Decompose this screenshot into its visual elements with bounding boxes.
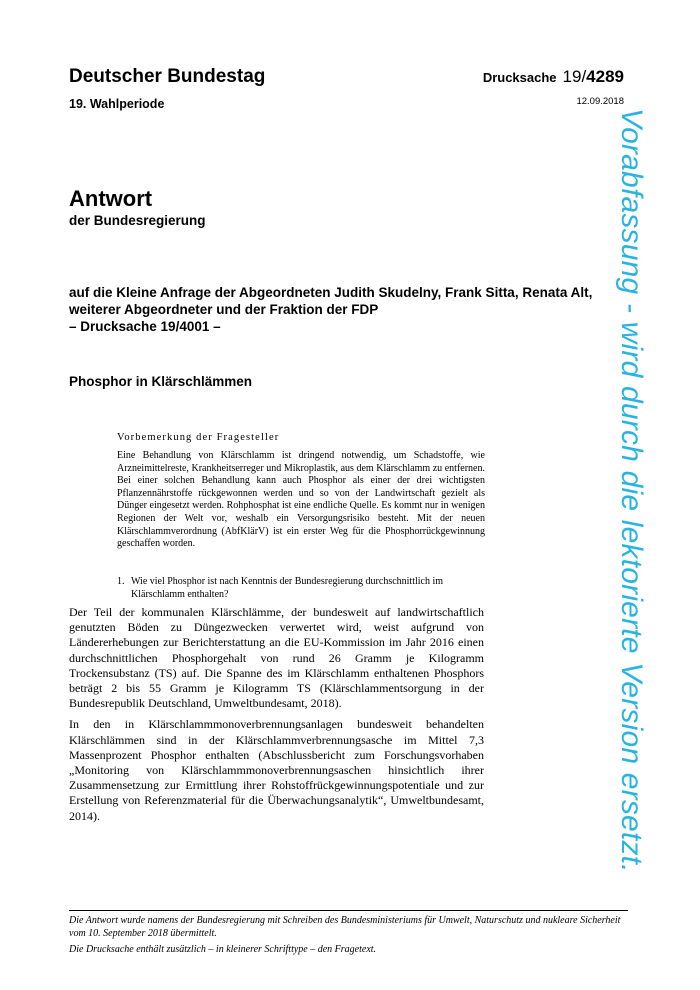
question-1 <box>117 576 485 601</box>
inquiry-line-2: weiterer Abgeordneter und der Fraktion der FDP <box>69 302 379 317</box>
question-number: 1. <box>117 576 125 587</box>
answer-paragraph: Der Teil der kommunalen Klärschlämme, der bundesweit auf landwirtschaftlich genutzten Böden zu Düngezwecken verwertet wird, weist aufgrund von Ländererhebungen zur Berichterstattung an die EU-Kommission im Jahr 2016 einen durchschnittlichen Phosphorgehalt von rund 26 Gramm je Kilogramm Trockensubstanz (TS) auf. Die Spanne des im Klärschlamm enthaltenen Phosphors beträgt 2 bis 55 Gramm je Kilogramm TS (Klärschlammentsorgung in der Bundesrepublik Deutschland, Umweltbundesamt, 2018). <box>69 605 484 711</box>
drucksache-id: 4289 <box>586 67 624 86</box>
preliminary-remark-text: Eine Behandlung von Klärschlamm ist dringend notwendig, um Schadstoffe, wie Arzneimittelreste, Krankheitserreger und Mikroplastik, aus dem Klärschlamm zu entfernen. Bei einer solchen Behandlung kann auch Phosphor als einer der drei wichtigsten Pflanzennährstoffe rückgewonnen werden und so von der Landwirtschaft gezielt als Dünger eingesetzt werden. Rohphosphat ist eine endliche Quelle. Es kommt nur in wenigen Regionen der Welt vor, weshalb ein Versorgungsrisiko besteht. Mit der neuen Klärschlammverordnung (AbfKlärV) ist ein erster Weg für die Phosphorrückgewinnung geschaffen worden. <box>117 450 485 550</box>
inquiry-line-3: – Drucksache 19/4001 – <box>69 319 221 334</box>
draft-watermark: Vorabfassung - wird durch die lektorierte Version ersetzt. <box>615 108 648 873</box>
answer-body <box>69 605 484 830</box>
question-text: Wie viel Phosphor ist nach Kenntnis der Bundesregierung durchschnittlich im Klärschlamm enthalten? <box>131 576 444 600</box>
footnote <box>69 914 629 959</box>
document-title: Antwort <box>69 186 153 211</box>
footnote-transmission: Die Antwort wurde namens der Bundesregierung mit Schreiben des Bundesministeriums für Umwelt, Naturschutz und nukleare Sicherheit vom 10. September 2018 übermittelt. <box>69 915 621 939</box>
drucksache-prefix: 19/ <box>562 67 587 86</box>
answer-paragraph: In den in Klärschlammmonoverbrennungsanlagen bundesweit behandelten Klärschlämmen sind in der Klärschlammverbrennungsasche im Mittel 7,3 Massenprozent Phosphor enthalten (Abschlussbericht zum Forschungsvorhaben „Monitoring von Klärschlammmonoverbrennungsaschen hinsichtlich ihrer Zusammensetzung zur Ermittlung ihrer Rohstoffrückgewinnungspotentiale und zur Erstellung von Referenzmaterial für die Überwachungsanalytik“, Umweltbundesamt, 2014). <box>69 717 484 823</box>
drucksache-label: Drucksache <box>482 70 557 85</box>
inquiry-reference <box>69 284 639 335</box>
document-subtitle: der Bundesregierung <box>69 213 206 228</box>
footnote-fragetext: Die Drucksache enthält zusätzlich – in kleinerer Schrifttype – den Fragetext. <box>69 944 377 955</box>
topic-heading: Phosphor in Klärschlämmen <box>69 374 253 389</box>
preliminary-remark-title: Vorbemerkung der Fragesteller <box>117 432 280 443</box>
institution-name: Deutscher Bundestag <box>69 66 266 87</box>
footnote-divider <box>69 910 628 911</box>
document-header-right <box>483 66 624 107</box>
preliminary-remark <box>117 432 485 551</box>
inquiry-line-1: auf die Kleine Anfrage der Abgeordneten Judith Skudelny, Frank Sitta, Renata Alt, <box>69 285 593 300</box>
legislative-period: 19. Wahlperiode <box>69 97 165 111</box>
drucksache-number <box>483 66 624 89</box>
document-date: 12.09.2018 <box>576 96 624 107</box>
document-header-left <box>69 66 265 111</box>
